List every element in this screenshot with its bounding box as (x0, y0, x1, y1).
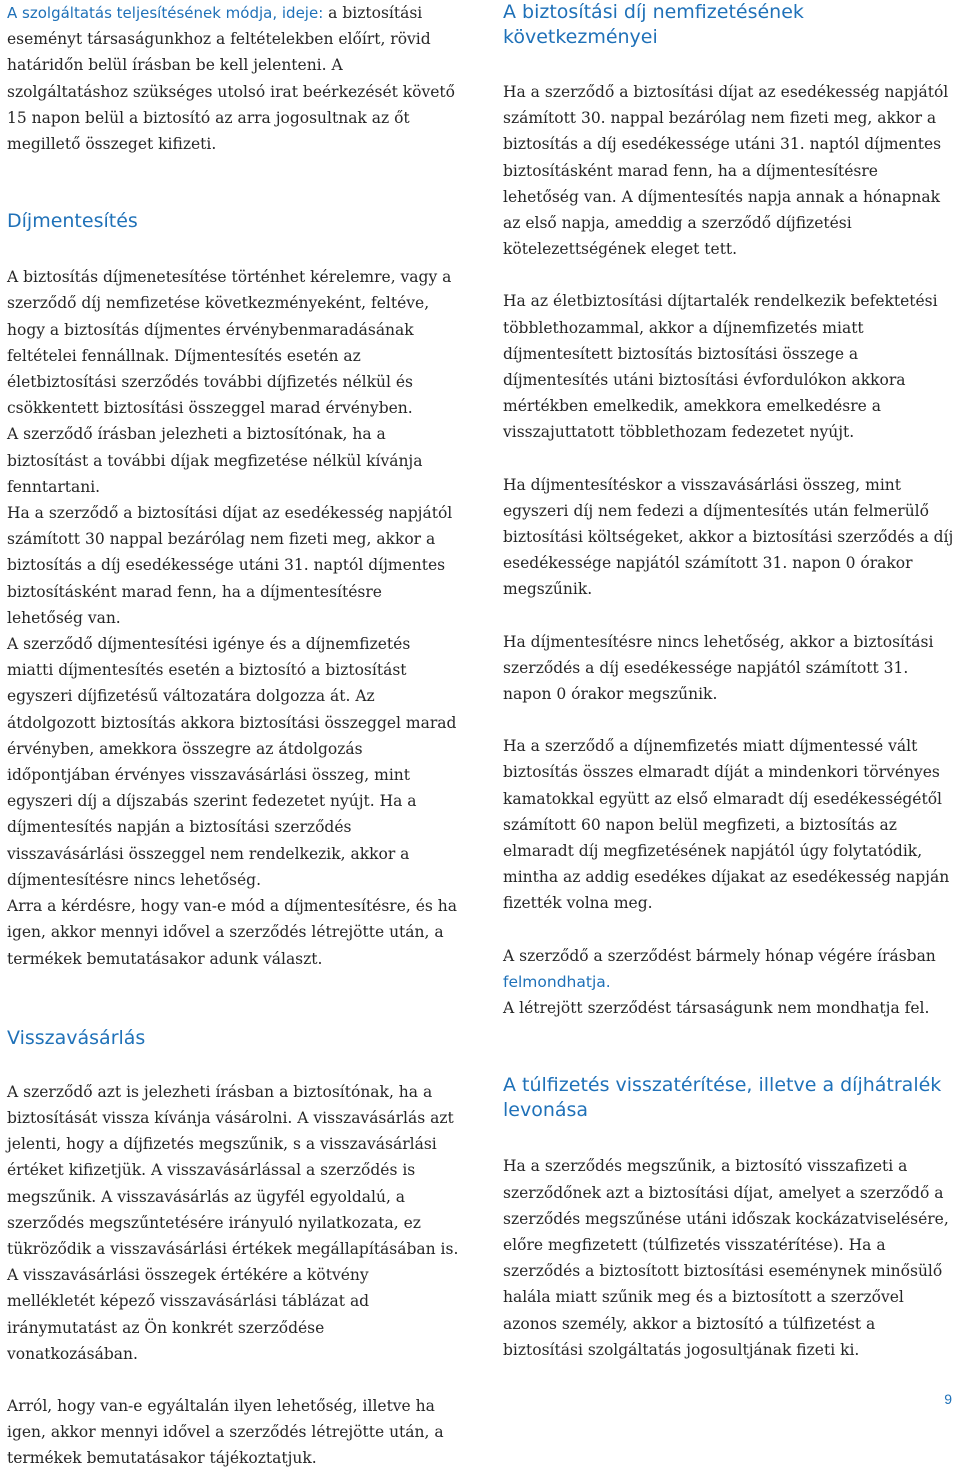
visszavasarlas-paragraph-1: A szerződő azt is jelezheti írásban a biztosítónak, ha a biztosítását vissza kívánja vásárolni. A visszavásárlás azt jelenti, hogy a díjfizetés megszűnik, s a visszavásárlási értéket kifizetjük. A visszavásárlással a szerződés is megszűnik. A visszavásárlás az ügyfél egyoldalú, a szerződés megszűntetésére irányuló nyilatkozata, ez tükröződik a visszavásárlási értékek megállapításában is. (7, 1082, 459, 1258)
tulfizetes-heading: A túlfizetés visszatérítése, illetve a díjhátralék levonása (503, 1074, 942, 1122)
tulfizetes-paragraph-1: Ha a szerződés megszűnik, a biztosító visszafizeti a szerződőnek azt a biztosítási díjat, amelyet a szerződő a szerződés megszűnése utáni időszak kockázatviselésére, előre megfizetett (túlfizetés visszatérítése). Ha a szerződés a biztosított biztosítási eseménynek minősülő halála miatt szűnik meg és a biztosított a szerzővel azonos személy, akkor a biztosító a túlfizetést a biztosítási szolgáltatás jogosultjának fizeti ki. (503, 1157, 949, 1359)
dijmentesites-paragraph-3: Ha a szerződő a biztosítási díjat az esedékesség napjától számított 30 nappal bezárólag nem fizeti meg, akkor a biztosítás a díj esedékessége utáni 31. naptól díjmentes biztosításként marad fenn, ha a díjmentesítésre lehetőség van. (7, 504, 453, 627)
dijmentesites-paragraph-1: A biztosítás díjmenetesítése történhet kérelemre, vagy a szerződő díj nemfizetése következményeként, feltéve, hogy a biztosítás díjmentes érvénybenmaradásának feltételei fennállnak. Díjmentesítés esetén az életbiztosítási szerződés további díjfizetés nélkül és csökkentett biztosítási összeggel marad érvényben. (7, 268, 452, 418)
page-number: 9 (944, 1391, 952, 1407)
kovetkezmenyek-paragraph-2: Ha az életbiztosítási díjtartalék rendelkezik befektetési többlethozammal, akkor a díjnemfizetés miatt díjmentesített biztosítás biztosítási összege a díjmentesítés utáni biztosítási évfordulókon akkora mértékben emelkedik, amekkora emelkedésre a visszajuttatott többlethozam fedezetet nyújt. (503, 292, 938, 442)
kovetkezmenyek-paragraph-6 (503, 943, 955, 995)
felmondhatja-term: felmondhatja. (503, 972, 611, 991)
felmondas-text: A szerződő a szerződést bármely hónap végére írásban (503, 946, 936, 965)
kovetkezmenyek-heading: A biztosítási díj nemfizetésének következményei (503, 1, 804, 48)
dijmentesites-paragraph-5: Arra a kérdésre, hogy van-e mód a díjmentesítésre, és ha igen, akkor mennyi idővel a szerződés létrejötte után, a termékek bemutatásakor adunk választ. (7, 897, 458, 968)
kovetkezmenyek-paragraph-7: A létrejött szerződést társaságunk nem mondhatja fel. (503, 999, 930, 1018)
kovetkezmenyek-paragraph-1: Ha a szerződő a biztosítási díjat az esedékesség napjától számított 30. nappal bezárólag nem fizeti meg, akkor a biztosítás a díj esedékessége utáni 31. naptól díjmentes biztosításként marad fenn, ha a díjmentesítésre lehetőség van. A díjmentesítés napja annak a hónapnak az első napja, ameddig a szerződő díjfizetési kötelezettségének eleget tett. (503, 83, 949, 259)
dijmentesites-paragraph-4: A szerződő díjmentesítési igénye és a díjnemfizetés miatti díjmentesítés esetén a biztosító a biztosítást egyszeri díjfizetésű változatára dolgozza át. Az átdolgozott biztosítás akkora biztosítási összeggel marad érvényben, amekkora összegre az átdolgozás időpontjában érvényes visszavásárlási összeg, mint egyszeri díj a díjszabás szerint fedezetet nyújt. Ha a díjmentesítés napján a biztosítási szerződés visszavásárlási összeggel nem rendelkezik, akkor a díjmentesítésre nincs lehetőség. (7, 635, 457, 889)
dijmentesites-heading: Díjmentesítés (7, 210, 138, 233)
intro-text: a biztosítási eseményt társaságunkhoz a feltételekben előírt, rövid határidőn belül írásban be kell jelenteni. A szolgáltatáshoz szükséges utolsó irat beérkezését követő 15 napon belül a biztosító az arra jogosultnak az őt megillető összeget kifizeti. (7, 4, 455, 154)
visszavasarlas-paragraph-3: Arról, hogy van-e egyáltalán ilyen lehetőség, illetve ha igen, akkor mennyi idővel a szerződés létrejötte után, a termékek bemutatásakor tájékoztatjuk. (7, 1396, 444, 1468)
intro-paragraph (7, 0, 459, 157)
kovetkezmenyek-paragraph-4: Ha díjmentesítésre nincs lehetőség, akkor a biztosítási szerződés a díj esedékessége napjától számított 31. napon 0 órakor megszűnik. (503, 632, 934, 704)
visszavasarlas-heading: Visszavásárlás (7, 1026, 146, 1049)
visszavasarlas-paragraph-2: A visszavásárlási összegek értékére a kötvény mellékletét képező visszavásárlási táblázat ad iránymutatást az Ön konkrét szerződése vonatkozásában. (7, 1266, 370, 1363)
left-column (7, 0, 459, 1472)
dijmentesites-paragraph-2: A szerződő írásban jelezheti a biztosítónak, ha a biztosítást a további díjak megfizetése nélkül kívánja fenntartani. (7, 425, 423, 496)
intro-lead: A szolgáltatás teljesítésének módja, ideje: (7, 4, 324, 22)
right-column (503, 0, 955, 1363)
kovetkezmenyek-paragraph-3: Ha díjmentesítéskor a visszavásárlási összeg, mint egyszeri díj nem fedezi a díjmentesítés után felmerülő biztosítási költségeket, akkor a biztosítási szerződés a díj esedékessége napjától számított 31. napon 0 órakor megszűnik. (503, 475, 954, 599)
kovetkezmenyek-paragraph-5: Ha a szerződő a díjnemfizetés miatt díjmentessé vált biztosítás összes elmaradt díját a mindenkori törvényes kamatokkal együtt az első elmaradt díj esedékességétől számított 60 napon belül megfizeti, a biztosítás az elmaradt díj megfizetésének napjától úgy folytatódik, mintha az addig esedékes díjakat az esedékesség napján fizették volna meg. (503, 737, 950, 913)
